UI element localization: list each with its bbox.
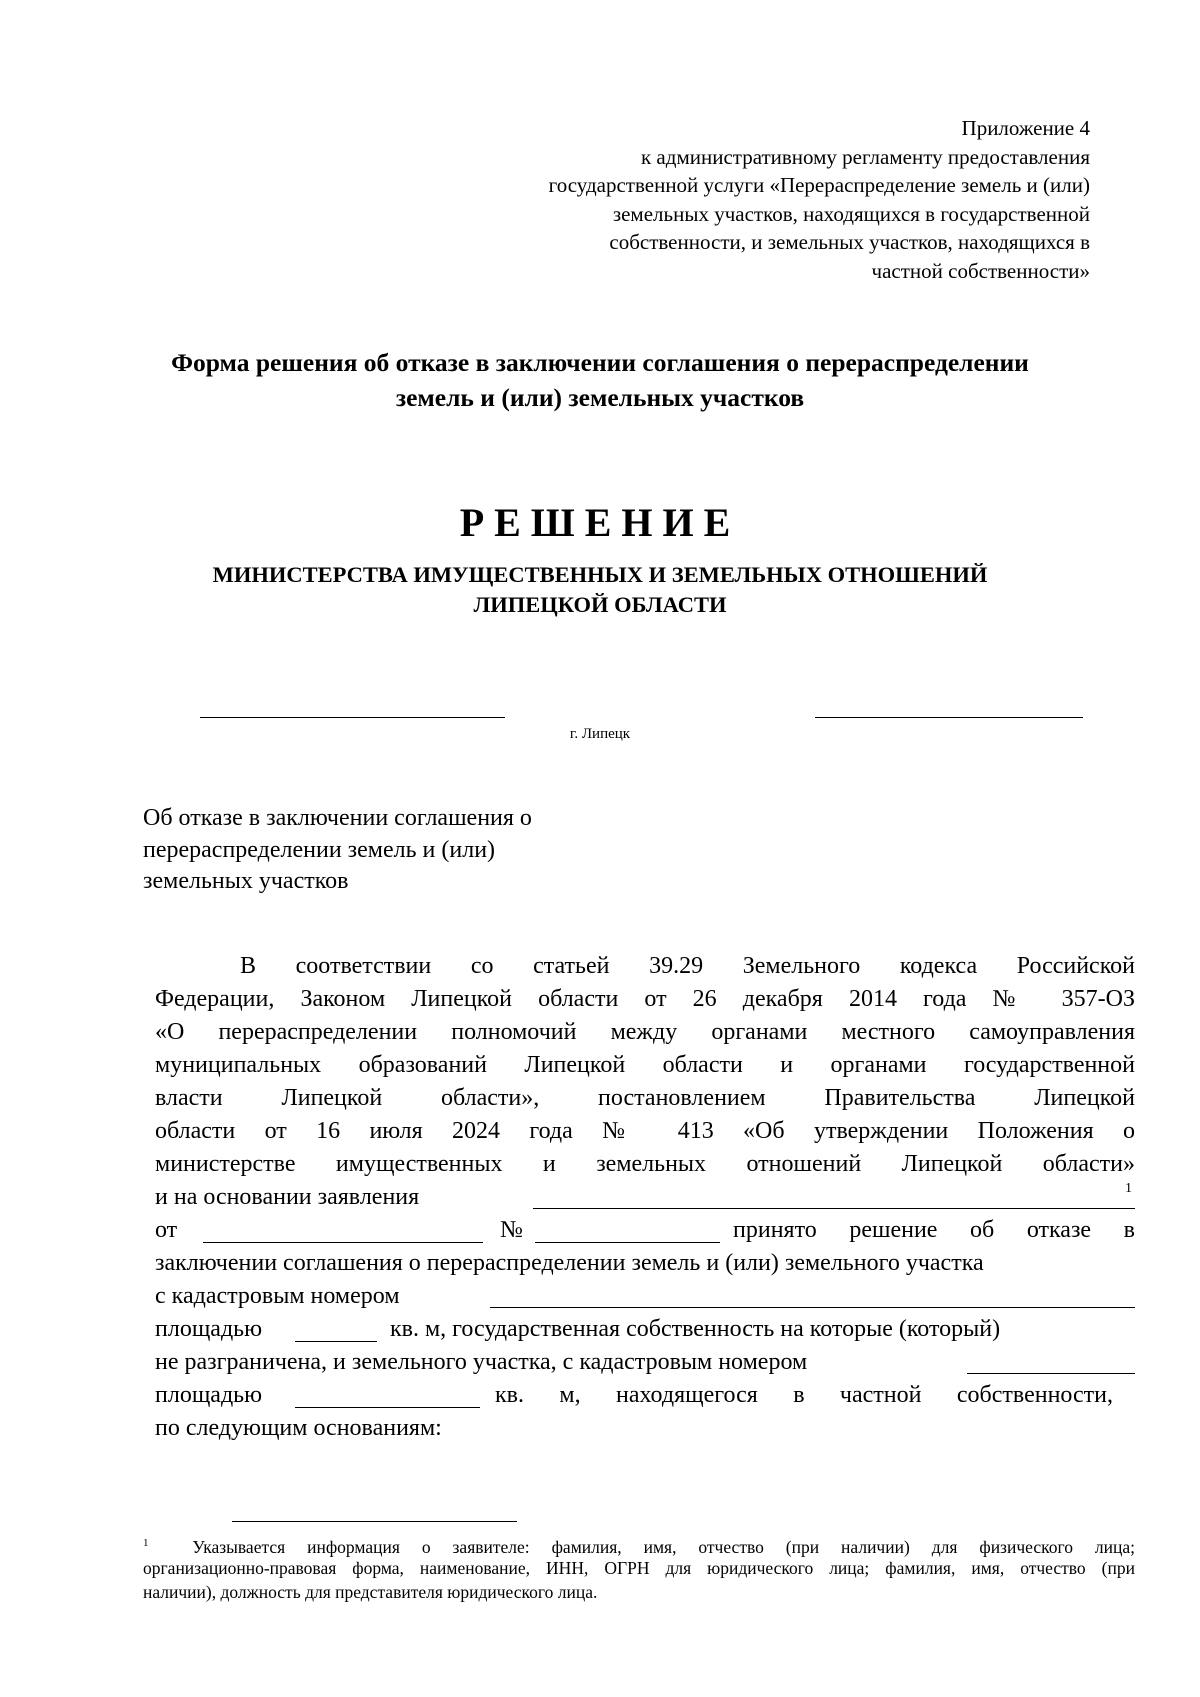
application-date-line	[155, 1214, 1135, 1246]
cadastral-number-blank[interactable]	[490, 1307, 1135, 1308]
area-label: площадью	[155, 1316, 263, 1342]
grounds-line: по следующим основаниям:	[155, 1415, 442, 1441]
area-state-blank[interactable]	[295, 1317, 377, 1342]
appendix-header	[450, 114, 1090, 285]
application-date-blank[interactable]	[203, 1218, 483, 1243]
appendix-line: государственной услуги «Перераспределение земель и (или)	[548, 173, 1090, 197]
area-state-line	[155, 1313, 1135, 1345]
date-blank-line[interactable]	[200, 717, 505, 718]
second-cadastral-blank[interactable]	[967, 1373, 1135, 1374]
body-line: «О перераспределении полномочий между органами местного самоуправления	[155, 1019, 1135, 1045]
area-unit-state: кв. м, государственная собственность на которые (который)	[390, 1316, 1001, 1342]
appendix-line: земельных участков, находящихся в государственной	[612, 201, 1090, 226]
footnote-ref: 1	[1125, 1181, 1132, 1196]
area-private-blank[interactable]	[295, 1383, 480, 1408]
appendix-line: к административному регламенту предоставления	[640, 144, 1090, 169]
footnote-mark: 1	[143, 1537, 149, 1549]
form-title-line: земель и (или) земельных участков	[395, 383, 805, 412]
city-label: г. Липецк	[569, 726, 631, 742]
decision-subject	[143, 803, 703, 898]
body-line: области от 16 июля 2024 года № 413 «Об утверждении Положения о	[155, 1118, 1135, 1144]
from-label: от	[155, 1217, 178, 1243]
body-line: Федерации, Законом Липецкой области от 26 декабря 2014 года № 357-ОЗ	[155, 986, 1135, 1012]
footnote-separator	[232, 1521, 517, 1522]
footnote-line: организационно-правовая форма, наименование, ИНН, ОГРН для юридического лица; фамилия, имя, отчество (при	[143, 1557, 1135, 1578]
appendix-line: частной собственности»	[871, 258, 1090, 283]
body-line: муниципальных образований Липецкой области и органами государственной	[155, 1052, 1135, 1078]
ministry-name	[100, 560, 1100, 620]
application-basis-text: и на основании заявления	[155, 1184, 420, 1210]
subject-line: перераспределении земель и (или)	[143, 836, 496, 863]
area-label: площадью	[155, 1382, 263, 1408]
decision-taken-text: принято решение об отказе в	[733, 1217, 1135, 1243]
cadastral-label: с кадастровым номером	[155, 1283, 400, 1309]
applicant-blank[interactable]	[533, 1208, 1135, 1209]
application-number-blank[interactable]	[535, 1218, 720, 1243]
body-line: министерстве имущественных и земельных отношений Липецкой области»	[155, 1151, 1135, 1177]
footnote	[143, 1531, 1135, 1605]
undemarcated-text: не разграничена, и земельного участка, с кадастровым номером	[155, 1349, 808, 1375]
body-line: В соответствии со статьей 39.29 Земельного кодекса Российской	[240, 953, 1135, 979]
area-unit-private: кв. м, находящегося в частной собственности,	[495, 1382, 1113, 1408]
form-title	[100, 345, 1100, 415]
footnote-line: наличии), должность для представителя юридического лица.	[143, 1582, 598, 1602]
ministry-line: МИНИСТЕРСТВА ИМУЩЕСТВЕННЫХ И ЗЕМЕЛЬНЫХ ОТНОШЕНИЙ	[212, 562, 988, 587]
subject-line: земельных участков	[143, 868, 349, 894]
number-sign: №	[500, 1217, 523, 1243]
body-line: власти Липецкой области», постановлением Правительства Липецкой	[155, 1085, 1135, 1111]
decision-heading: РЕШЕНИЕ	[459, 500, 741, 545]
body-line: заключении соглашения о перераспределении земель и (или) земельного участка	[155, 1250, 984, 1276]
ministry-line: ЛИПЕЦКОЙ ОБЛАСТИ	[473, 592, 727, 617]
appendix-line: Приложение 4	[961, 116, 1090, 140]
appendix-line: собственности, и земельных участков, находящихся в	[609, 230, 1090, 254]
area-private-line	[155, 1379, 1135, 1411]
subject-line: Об отказе в заключении соглашения о	[143, 805, 532, 831]
footnote-line: $^1$ Указывается информация о заявителе: фамилия, имя, отчество (при наличии) для физического лица;	[143, 1536, 1135, 1557]
number-blank-line[interactable]	[815, 717, 1083, 718]
form-title-line: Форма решения об отказе в заключении соглашения о перераспределении	[171, 348, 1029, 377]
